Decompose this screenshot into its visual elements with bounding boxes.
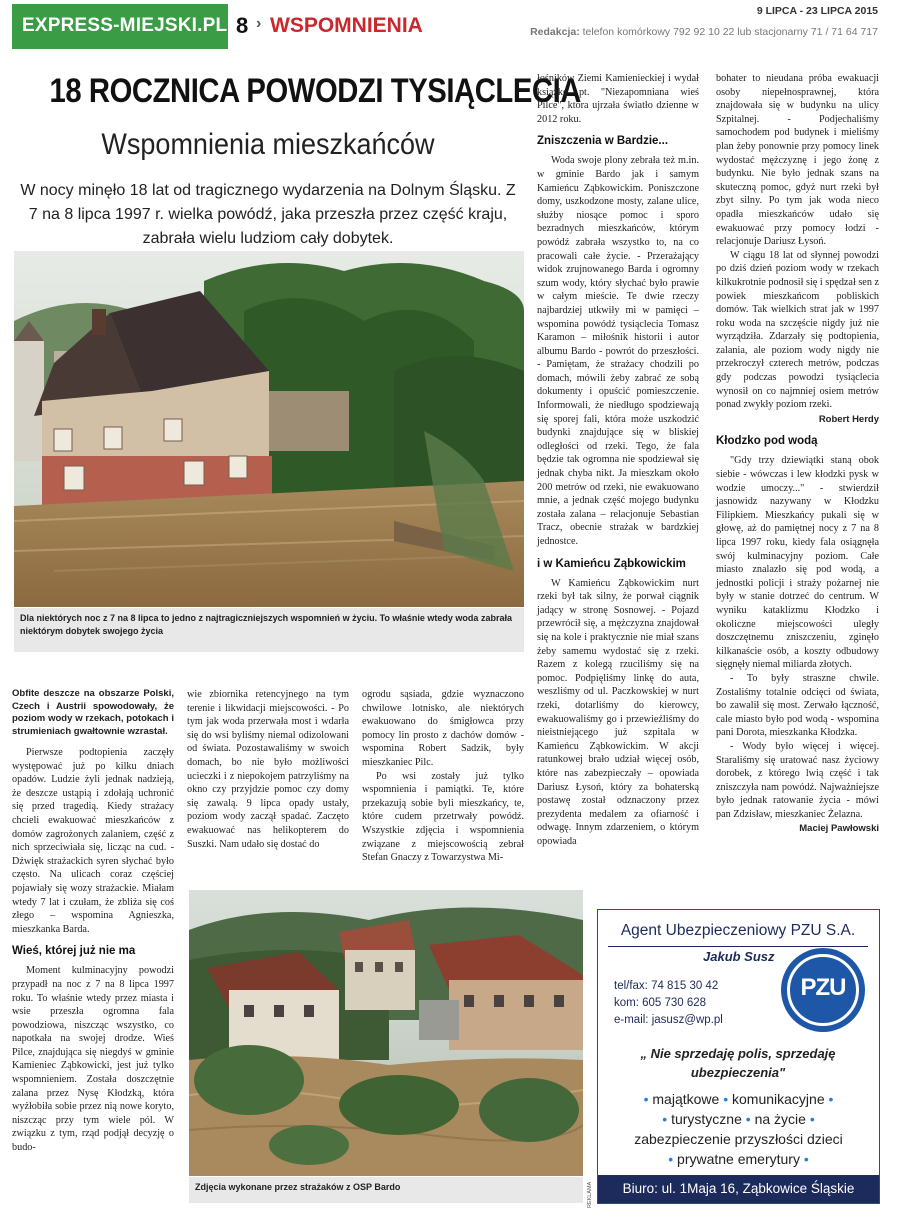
ad-service-item: na życie [754, 1111, 806, 1127]
bullet-icon: • [828, 1091, 834, 1107]
bullet-icon: • [723, 1091, 729, 1107]
photo-flooded-town [189, 890, 583, 1176]
column-2 [187, 688, 349, 851]
col2-paragraph-1: wie zbiornika retencyjnego na tym terenie i likwidacji miejscowości. - Po tym jak woda przerwała most i wdarła się do wsi byliśmy niemal odizolowani od świata. Pozostawaliśmy w swoich domach, bo nie było możliwości ucieczki i z niepokojem patrzyliśmy na okno czy przyjdzie pomoc czy domy się zawalą. 9 lipca opady ustały, poziom wody zaczął spadać. Zaczęto ewakuować nas helikopterem do Suszki. Nam udało się dostać do [187, 689, 349, 850]
article-title: 18 ROCZNICA POWODZI TYSIĄCLECIA [49, 72, 581, 110]
issue-date: 9 LIPCA - 23 LIPCA 2015 [756, 5, 878, 17]
ad-service-item: turystyczne [671, 1111, 742, 1127]
bullet-icon: • [809, 1111, 815, 1127]
ad-services-row-1 [602, 1089, 875, 1109]
column-1 [12, 688, 174, 1155]
ad-title: Agent Ubezpieczeniowy PZU S.A. [620, 922, 856, 939]
pzu-advertisement[interactable] [597, 909, 880, 1204]
col1-paragraph-2: Moment kulminacyjny powodzi przypadł na noc z 7 na 8 lipca 1997 roku. To właśnie wtedy przez miasta i wsie przeszła ogromna fala powodziowa, niszcząc wszystko, co napotkała na swojej drodze. Wieś Pilce, znajdująca się niegdyś w gminie Kamieniec Ząbkowicki, jest już tylko wspomnieniem. Została doszczętnie zalana przez Nysę Kłodzką, która wyżłobiła sobie przez nią nowe koryto, niszcząc przy tym wiele pól. W związku z tym, rząd podjął decyzję o budo- [12, 965, 174, 1154]
ad-title-rule [608, 946, 868, 947]
subheading-klodzko: Kłodzko pod wodą [716, 435, 818, 448]
bullet-icon: • [662, 1111, 668, 1127]
col3-paragraph-1: ogrodu sąsiada, gdzie wyznaczono chwilowe lotnisko, ale niektórych ewakuowano do śmigłowca przy pomocy lin prosto z dachów domów - wspomina Robert Sadzik, były mieszkaniec Pilc. [362, 689, 524, 768]
photo-flooded-house [14, 251, 524, 607]
col4-paragraph-3: W Kamieńcu Ząbkowickim nurt rzeki był tak silny, że porwał ciągnik jadący w stronę Sosnowej. - Pojazd przewrócił się, a mężczyzna znajdował się na kole i praktycznie nie miał szans żeby samemu wydostać się z rzeki. Razem z kolegą rzuciliśmy się na pomoc. Podpięliśmy linkę do auta, weszliśmy od ul. Paczkowskiej w nurt rzeki, dotarliśmy do kierowcy, ewakuowaliśmy go i przewieźliśmy do nieistniejącego już szpitala w Kamieńcu Ząbkowickim. W akcji ratunkowej brało udział więcej osób, które nas zabezpieczały – opowiada Dariusz Łysoń, który za bohaterską postawę został odznaczony przez prezydenta medalem za ofiarność i odwagę. Innym zdarzeniem, o którym opowiada [537, 577, 699, 847]
col5-paragraph-4: - To były straszne chwile. Zostaliśmy totalnie odcięci od świata, bo zawalił się most. Zerwało łączność, cale miasto było pod wodą - wspomina pani Dorota, mieszkanka Kłodzka. [716, 672, 879, 739]
column-3 [362, 688, 524, 865]
col4-paragraph-1: łośników Ziemi Kamienieckiej i wydał książkę pt. "Niezapomniana wieś Pilce", która ujrzała światło dzienne w 2012 roku. [537, 73, 699, 125]
ad-telfax: tel/fax: 74 815 30 42 [614, 980, 719, 992]
ad-address-bar: Biuro: ul. 1Maja 16, Ząbkowice Śląskie [598, 1175, 879, 1203]
header-brand[interactable] [12, 4, 228, 49]
ad-service-item: majątkowe [652, 1091, 720, 1107]
ad-services [602, 1089, 875, 1169]
column-5 [716, 72, 879, 836]
bullet-icon: • [668, 1151, 674, 1167]
col5-paragraph-3: "Gdy trzy dziewiątki staną obok siebie - wówczas i lew kłodzki pysk w wodzie umoczy..." - stwierdził jasnowidz nazywany w Kłodzku Filipkiem. Mieszkańcy pukali się w głowę, aż do pamiętnej nocy z 7 na 8 lipca 1997 roku, kiedy fala osiągnęła swój kulminacyjny poziom. Całe miasto znalazło się pod wodą, a jednostki policji i straży pożarnej nie były w stanie dotrzeć do centrum. W wyniku kataklizmu Kłodzko i okoliczne miejscowości uległy doszczętnemu zniszczeniu, zginęło kilkanaście osób, a koszty odbudowy sięgnęły niemal miliarda złotych. [716, 455, 879, 671]
ad-email-label: e-mail: [614, 1014, 649, 1026]
pzu-logo-icon [781, 948, 865, 1032]
page-number: 8 [236, 13, 249, 38]
flooded-house-illustration [14, 251, 524, 607]
contact-phones: telefon komórkowy 792 92 10 22 lub stacjonarny 71 / 71 64 717 [582, 26, 878, 38]
bullet-icon: • [803, 1151, 809, 1167]
brand-name: EXPRESS-MIEJSKI.PL [22, 15, 228, 36]
pzu-logo-text: PZU [800, 974, 846, 1001]
redakcja-label: Redakcja: [530, 26, 580, 38]
col4-paragraph-2: Woda swoje plony zebrała też m.in. w gminie Bardo jak i samym Kamieńcu Ząbkowickim. Poniszczone domy, uszkodzone mosty, zalane ulice, służby niosące pomoc i sporo bezradnych mieszkańców, którym powódź zabrała wszystko to, na co pracowali całe życie. - Przerażający widok zrujnowanego Barda i ogromny szum wody, który słychać było prawie w całym mieście. Te dwie rzeczy najbardziej utkwiły mi w pamięci – wspomina powódź tysiąclecia Tomasz Karamon – miłośnik historii i autor albumu Bardo - powrót do przeszłości. - Pamiętam, że strażacy chodzili po domach, mówili żeby zabrać ze sobą dokumenty i opuścić pomieszczenie. Informowali, że niedługo spodziewają się sporej fali, która może uszkodzić budynki znajdujące się w bliskiej odległości od rzeki. Tego, że fala będzie tak ogromna nie spodziewał się jednak chyba nikt. Ja mieszkam około 200 metrów od rzeki, nie ewakuowano mnie, a jednak część mojego budynku została zalana – relacjonuje Sebastian Tracz, obecnie strażak w bardzkiej jednostce. [537, 155, 699, 547]
photo1-caption: Dla niektórych noc z 7 na 8 lipca to jedno z najtragiczniejszych wspomnień w życiu. To właśnie wtedy woda zabrała niektórym dobytek swojego życia [14, 608, 524, 652]
bullet-icon: • [643, 1091, 649, 1107]
bullet-icon: • [745, 1111, 751, 1127]
ad-email-link[interactable]: jasusz@wp.pl [651, 1014, 723, 1026]
col5-paragraph-2: W ciągu 18 lat od słynnej powodzi po dziś dzień poziom wody w rzekach kilkukrotnie podnosił się i spędzał sen z powiek mieszkańcom pobliskich domów. Tak wielkich strat jak w 1997 roku woda na szczęście nigdy już nie wyrządziła. Zdarzały się podtopienia, zalania, ale poziom wody nigdy nie przekroczył czterech metrów, podczas gdy podczas powodzi tysiąclecia wynosił on co najmniej osiem metrów ponad zwykły poziom rzeki. [716, 249, 879, 411]
chevron-right-icon: › [256, 15, 262, 32]
subheading-wies: Wieś, której już nie ma [12, 945, 136, 958]
flooded-town-illustration [189, 890, 583, 1176]
col1-paragraph-1: Pierwsze podtopienia zaczęły występować już po kilku dniach opadów. Ludzie żyli jednak nadzieją, że deszcze ustąpią i zdołają uchronić się przed tragedią. Kiedy strażacy chcieli ewakuować mieszkańców z domów zagrożonych zalaniem, część z nich sprzeciwiała się, licząc na cud. - Dźwięk strażackich syren słychać było często. Na ulicach coraz częściej pojawiały się wozy strażackie. Miałam wtedy 7 lat i czułam, że zbliża się coś złego – wspomina Agnieszka, mieszkanka Barda. [12, 747, 174, 935]
redakcja-contact [530, 26, 878, 38]
ad-mobile: kom: 605 730 628 [614, 997, 707, 1009]
photo2-caption: Zdjęcia wykonane przez strażaków z OSP Bardo [189, 1177, 583, 1203]
ad-side-label: REKLAMA [587, 1181, 593, 1208]
subheading-kamieniec: i w Kamieńcu Ząbkowickim [537, 557, 686, 570]
author-signature-1: Robert Herdy [818, 413, 879, 425]
section-title: WSPOMNIENIA [270, 14, 423, 37]
column-4 [537, 72, 699, 848]
article-lead: Obfite deszcze na obszarze Polski, Czech i Austrii spowodowały, że poziom wody w rzekach, potokach i strumieniach gwałtownie wzrastał. [12, 688, 174, 737]
article-intro: W nocy minęło 18 lat od tragicznego wydarzenia na Dolnym Śląsku. Z 7 na 8 lipca 1997 r. wielka powódź, jaka przeszła przez część kraju, zabrała wielu ludziom cały dobytek. [20, 182, 516, 247]
col5-paragraph-5: - Wody było więcej i więcej. Staraliśmy się uratować nasz życiowy dorobek, z którego lwią część i tak zniszczyła nam powódź. Najważniejsze było jednak ratowanie życia - mówi pan Zdzisław, mieszkaniec Żelazna. [716, 740, 879, 820]
col5-paragraph-1: bohater to nieudana próba ewakuacji osoby niepełnosprawnej, która znajdowała się w budynku na ulicy Szpitalnej. - Podjechaliśmy samochodem pod budynek i mieliśmy plan żeby ponownie przy pomocy linek wydostać mężczyznę i jego żonę z budynku. Nie było jednak szans na skuteczną pomoc, gdyż nurt rzeki był zbyt silny. Po tym jak woda nieco opadła mieszkańców udało się ewakuować przy pomocy łodzi - relacjonuje Dariusz Łysoń. [716, 73, 879, 248]
ad-services-row-3 [602, 1129, 875, 1149]
author-signature-2: Maciej Pawłowski [799, 823, 879, 835]
ad-service-item: komunikacyjne [732, 1091, 825, 1107]
subheading-bardo: Zniszczenia w Bardzie... [537, 135, 669, 148]
article-subtitle: Wspomnienia mieszkańców [101, 128, 435, 161]
ad-services-row-2 [602, 1109, 875, 1129]
ad-email-row [614, 1014, 723, 1026]
ad-agent-name: Jakub Susz [703, 949, 775, 964]
col3-paragraph-2: Po wsi zostały już tylko wspomnienia i pamiątki. Te, które przekazują sobie byli mieszkańcy, te, które cudem przetrwały powódź. Wszystkie zdjęcia i wspomnienia związane z miejscowością zebrał Stefan Gnaczy z Towarzystwa Mi- [362, 770, 524, 864]
ad-service-item: prywatne emerytury [677, 1151, 800, 1167]
ad-slogan: „ Nie sprzedaję polis, sprzedaję ubezpieczenia" [640, 1046, 836, 1080]
ad-service-item: zabezpieczenie przyszłości dzieci [634, 1131, 843, 1147]
ad-services-row-4 [602, 1149, 875, 1169]
